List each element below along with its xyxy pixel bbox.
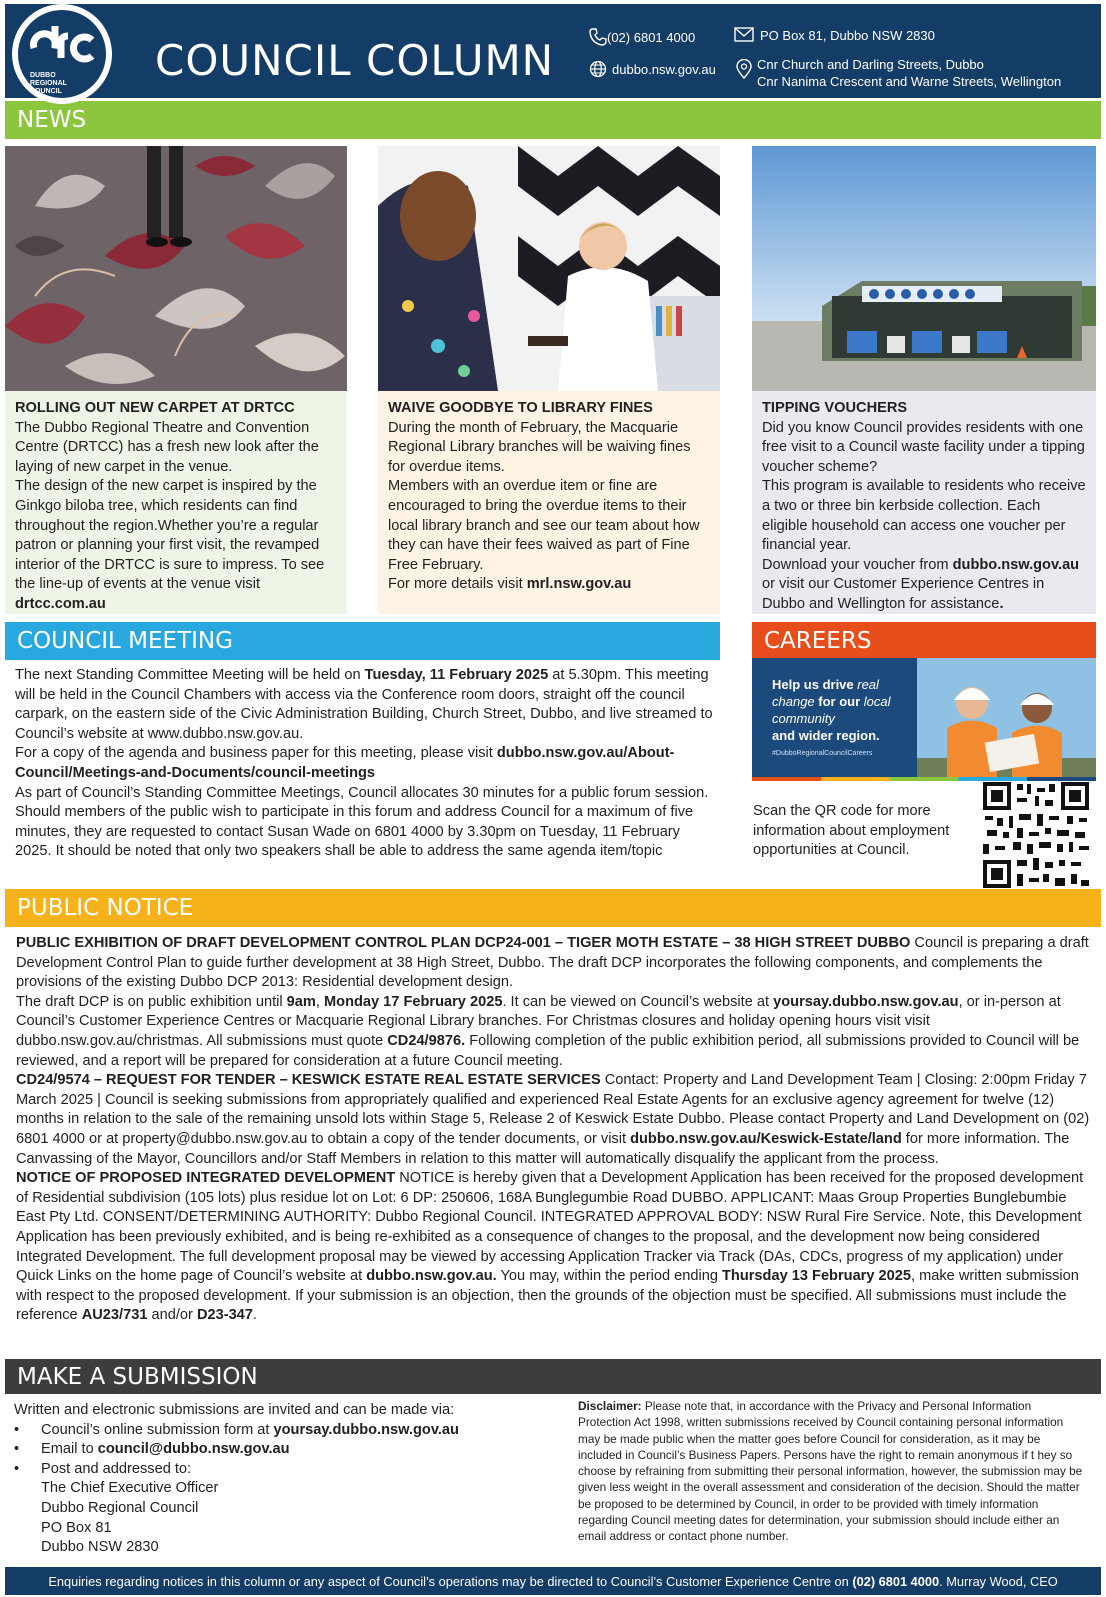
news-library-p2: Members with an overdue item or fine are encouraged to bring the overdue items to their local library branch and see our team about how they can have their fees waived as part of Fine Free February. bbox=[388, 478, 700, 573]
careers-hashtag: #DubboRegionalCouncilCareers bbox=[772, 750, 873, 757]
meeting-body bbox=[15, 666, 720, 862]
meeting-section-bar bbox=[5, 622, 720, 660]
notice-integrated-development: NOTICE OF PROPOSED INTEGRATED DEVELOPMENT NOTICE is hereby given that a Development Application has been received for the proposed development of Residential subdivision (105 lots) plus residue lot on Lot: 6 DP: 250606, 168A Bunglegumbie Road DUBBO. APPLICANT: Maas Group Properties Bunglebumbie East Pty Ltd. CONSENT/DETERMINING AUTHORITY: Dubbo Regional Council. INTEGRATED APPROVAL BODY: NSW Rural Fire Service. Note, this Development Application has been previously exhibited, and is being re-exhibited as a consequence of changes to the proposal, and the development now being considered Integrated Development. The full development proposal may be viewed by accessing Application Tracker via Track (DAs, CDCs, progress of my application) under Quick Links on the home page of Council’s website at dubbo.nsw.gov.au. You may, within the period ending Thursday 13 February 2025, make written submission with respect to the proposed development. If your submission is an objection, then the grounds of the objection must be specified. All submissions must include the reference AU23/731 and/or D23-347. bbox=[16, 1170, 1084, 1324]
submission-email: • Email to council@dubbo.nsw.gov.au bbox=[14, 1440, 564, 1460]
notice-tender: CD24/9574 – REQUEST FOR TENDER – KESWICK ESTATE REAL ESTATE SERVICES Contact: Property and Land Development Team | Closing: 2:00pm Friday 7 March 2025 | Council is seeking submissions from appropriately qualified and experienced Real Estate Agents for an exclusive agency agreement for twelve (12) months in relation to the sale of the remaining unsold lots within Stage 5, Release 2 of Keswick Estate Dubbo. Please contact Property and Land Development on (02) 6801 4000 or at property@dubbo.nsw.gov.au to obtain a copy of the tender documents, or visit dubbo.nsw.gov.au/Keswick-Estate/land for more information. The Canvassing of the Mayor, Councillors and/or Staff Members in relation to this matter will automatically disqualify the applicant from the process. bbox=[16, 1072, 1090, 1167]
footer-phone[interactable]: (02) 6801 4000 bbox=[852, 1573, 940, 1589]
submission-methods bbox=[14, 1421, 564, 1480]
meetings-link[interactable]: dubbo.nsw.gov.au/About-Council/Meetings-and-Documents/council-meetings bbox=[15, 745, 675, 781]
submission-section-bar bbox=[5, 1359, 1101, 1394]
news-heading: NEWS bbox=[17, 107, 87, 133]
yoursay-submission-link[interactable]: yoursay.dubbo.nsw.gov.au bbox=[273, 1421, 459, 1438]
notice-dcp-title: PUBLIC EXHIBITION OF DRAFT DEVELOPMENT CONTROL PLAN DCP24-001 – TIGER MOTH ESTATE – 38 HIGH STREET DUBBO bbox=[16, 935, 911, 951]
news-tipping-title: TIPPING VOUCHERS bbox=[762, 400, 908, 416]
news-card-tipping bbox=[752, 391, 1096, 614]
meeting-p3: As part of Council’s Standing Committee Meetings, Council allocates 30 minutes for a public forum session. Should members of the public wish to participate in this forum and address Council for a maximum of five minutes, they are requested to contact Susan Wade on 6801 4000 by 3.30pm on Tuesday, 11 February 2025. It should be noted that only two speakers shall be able to address the same agenda item/topic bbox=[15, 784, 709, 860]
postal-address: The Chief Executive Officer Dubbo Regional Council PO Box 81 Dubbo NSW 2830 bbox=[41, 1480, 219, 1556]
submission-online: • Council’s online submission form at yoursay.dubbo.nsw.gov.au bbox=[14, 1421, 564, 1441]
disclaimer-label: Disclaimer: bbox=[578, 1399, 642, 1413]
notice-section-bar bbox=[5, 889, 1101, 927]
news-library-p1: During the month of February, the Macquarie Regional Library branches will be waiving fines for overdue items. bbox=[388, 419, 691, 475]
globe-icon bbox=[589, 60, 607, 78]
careers-qr-text: Scan the QR code for more information about employment opportunities at Council. bbox=[753, 803, 950, 859]
header-po-box: PO Box 81, Dubbo NSW 2830 bbox=[760, 28, 935, 43]
mrl-link[interactable]: mrl.nsw.gov.au bbox=[526, 576, 632, 593]
notice-dcp: PUBLIC EXHIBITION OF DRAFT DEVELOPMENT CONTROL PLAN DCP24-001 – TIGER MOTH ESTATE – 38 HIGH STREET DUBBO Council is preparing a draft Development Control Plan to guide further development at 38 High Street, Dubbo. The draft DCP incorporates the following components, and complements the provisions of the existing Dubbo DCP 2013: Residential development design. bbox=[16, 935, 1089, 991]
meeting-date: Tuesday, 11 February 2025 bbox=[364, 667, 549, 683]
news-tipping-p1: Did you know Council provides residents with one free visit to a Council waste facility under a tipping voucher scheme? bbox=[762, 419, 1085, 475]
yoursay-link[interactable]: yoursay.dubbo.nsw.gov.au bbox=[773, 993, 959, 1010]
news-tipping-p3: Download your voucher from dubbo.nsw.gov.au or visit our Customer Experience Centres in Dubbo and Wellington for assistance. bbox=[762, 556, 1080, 612]
meeting-heading: COUNCIL MEETING bbox=[17, 628, 233, 654]
news-library-title: WAIVE GOODBYE TO LIBRARY FINES bbox=[388, 400, 653, 416]
meeting-p1: The next Standing Committee Meeting will be held on Tuesday, 11 February 2025 at 5.30pm. This meeting will be held in the Council Chambers with access via the Conference room doors, straight off the council carpark, on the eastern side of the Civic Administration Building, Church Street, Dubbo, and live streamed to Council’s website at www.dubbo.nsw.gov.au. bbox=[15, 667, 713, 742]
disclaimer: Disclaimer: Please note that, in accordance with the Privacy and Personal Information Protection Act 1998, written submissions received by Council containing personal information may be made public when the matter goes before Council for consideration, as it may be included in Council’s Business Papers. Persons have the right to remain anonymous if t hey so choose by refraining from submitting their personal information, however, the submission may be given less weight in the overall assessment and consideration of the decision. Should the matter be proposed to be determined by Council, in order to be provided with timely information regarding Council meeting dates for determination, your submission should include either an email address or contact phone number. bbox=[578, 1399, 1083, 1544]
careers-colour-stripe bbox=[752, 777, 1096, 781]
notice-heading: PUBLIC NOTICE bbox=[17, 895, 194, 921]
header-address-dubbo: Cnr Church and Darling Streets, Dubbo bbox=[757, 57, 984, 72]
dubbo-link[interactable]: dubbo.nsw.gov.au. bbox=[366, 1268, 497, 1285]
careers-workers-photo bbox=[917, 658, 1096, 780]
submission-post: • Post and addressed to: bbox=[14, 1460, 564, 1480]
notice-body bbox=[16, 934, 1096, 1326]
news-library-p3: For more details visit mrl.nsw.gov.au bbox=[388, 576, 632, 593]
dubbo-voucher-link[interactable]: dubbo.nsw.gov.au bbox=[952, 556, 1080, 573]
submission-body bbox=[14, 1401, 564, 1558]
careers-banner[interactable] bbox=[752, 658, 1096, 780]
header-phone[interactable]: (02) 6801 4000 bbox=[607, 30, 696, 45]
news-card-library bbox=[378, 391, 720, 614]
careers-section-bar bbox=[752, 622, 1096, 660]
notice-tender-title: CD24/9574 – REQUEST FOR TENDER – KESWICK ESTATE REAL ESTATE SERVICES bbox=[16, 1072, 601, 1089]
phone-icon bbox=[589, 28, 607, 46]
council-logo bbox=[12, 4, 112, 104]
news-carpet-p2: The design of the new carpet is inspired by the Ginkgo biloba tree, which residents can find throughout the region.Whether you’re a regular patron or planning your first visit, the revamped interior of the DRTCC is sure to impress. To see the line-up of events at the venue visit drtcc.com.au bbox=[15, 478, 325, 612]
header-website[interactable]: dubbo.nsw.gov.au bbox=[612, 62, 716, 77]
submission-intro: Written and electronic submissions are invited and can be made via: bbox=[14, 1402, 455, 1418]
location-pin-icon bbox=[736, 59, 752, 79]
footer-text: Enquiries regarding notices in this column or any aspect of Council’s operations may be directed to Council’s Customer Experience Centre on (02) 6801 4000. Murray Wood, CEO bbox=[48, 1573, 1058, 1589]
page-title: COUNCIL COLUMN bbox=[155, 36, 555, 85]
mail-icon bbox=[734, 27, 754, 43]
news-carpet-title: ROLLING OUT NEW CARPET AT DRTCC bbox=[15, 400, 295, 416]
meeting-p2: For a copy of the agenda and business paper for this meeting, please visit dubbo.nsw.gov.au/About-Council/Meetings-and-Documents/council-meetings bbox=[15, 745, 675, 781]
logo-text: DUBBO REGIONAL COUNCIL bbox=[30, 72, 67, 95]
careers-heading: CAREERS bbox=[764, 628, 872, 654]
news-carpet-p1: The Dubbo Regional Theatre and Convention Centre (DRTCC) has a fresh new look after the laying of new carpet in the venue. bbox=[15, 419, 319, 475]
page-header bbox=[5, 4, 1101, 98]
header-address-wellington: Cnr Nanima Crescent and Warne Streets, Wellington bbox=[757, 74, 1062, 89]
news-tipping-p2: This program is available to residents who receive a two or three bin kerbside collection. Each eligible household can access one voucher per financial year. bbox=[762, 478, 1086, 554]
submission-heading: MAKE A SUBMISSION bbox=[17, 1363, 258, 1390]
news-card-carpet bbox=[5, 391, 347, 614]
drtcc-link[interactable]: drtcc.com.au bbox=[15, 595, 106, 612]
news-section-bar bbox=[5, 101, 1101, 139]
notice-integrated-title: NOTICE OF PROPOSED INTEGRATED DEVELOPMENT bbox=[16, 1170, 396, 1187]
notice-dcp-exhibition: The draft DCP is on public exhibition until 9am, Monday 17 February 2025. It can be viewed on Council’s website at yoursay.dubbo.nsw.gov.au, or in-person at Council’s Customer Experience Centres or Macquarie Regional Library branches. For Christmas closures and holiday opening hours visit visit dubbo.nsw.gov.au/christmas. All submissions must quote CD24/9876. Following completion of the public exhibition period, all submissions provided to Council will be reviewed, and a report will be prepared for consideration at a future Council meeting. bbox=[16, 993, 1080, 1069]
carpet-photo bbox=[5, 146, 347, 391]
council-email-link[interactable]: council@dubbo.nsw.gov.au bbox=[97, 1441, 290, 1458]
waste-facility-photo bbox=[752, 146, 1096, 391]
careers-qr-code[interactable] bbox=[983, 782, 1089, 888]
drc-logo-mark-icon bbox=[28, 24, 98, 68]
library-photo bbox=[378, 146, 720, 391]
keswick-link[interactable]: dubbo.nsw.gov.au/Keswick-Estate/land bbox=[630, 1130, 902, 1147]
careers-banner-text: Help us drive real change for our local community and wider region. bbox=[772, 677, 891, 743]
footer bbox=[5, 1567, 1101, 1595]
